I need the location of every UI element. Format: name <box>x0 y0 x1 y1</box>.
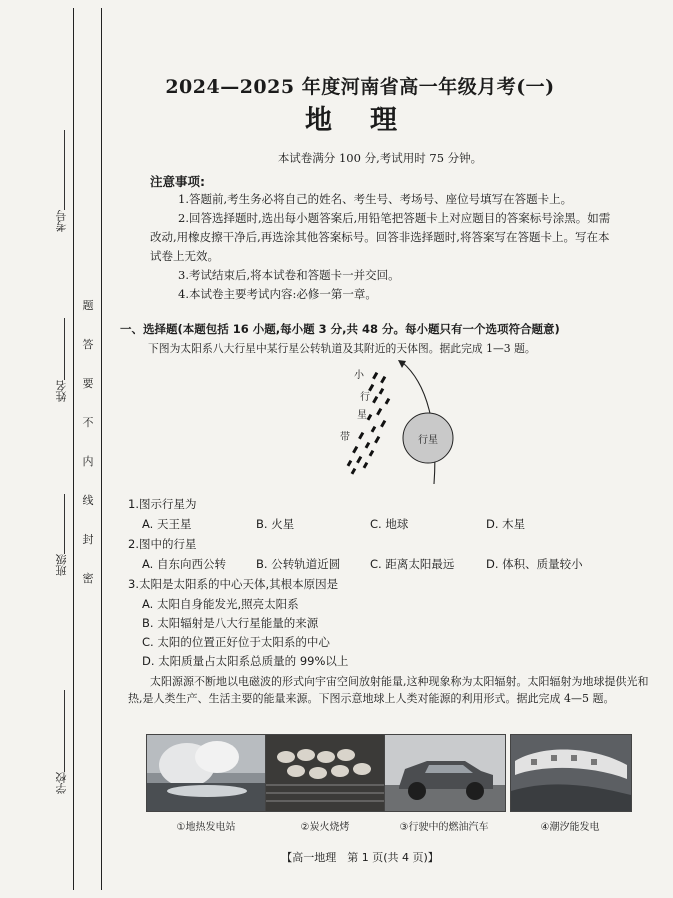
school-label: 学校 <box>55 772 68 794</box>
name-field[interactable] <box>54 318 68 402</box>
school-field[interactable] <box>54 690 68 794</box>
question-2-stem: 2.图中的行星 <box>128 537 197 551</box>
q2-option-d[interactable]: D. 体积、质量较小 <box>486 557 583 571</box>
belt-char: 带 <box>340 432 350 443</box>
page-footer: 【高一地理 第 1 页(共 4 页)】 <box>281 851 439 864</box>
exam-number-field[interactable] <box>54 130 68 232</box>
photo-caption: ②炭火烧烤 <box>300 822 350 833</box>
school-blank[interactable] <box>64 690 65 772</box>
planet-label: 行星 <box>418 435 438 446</box>
notice-item: 2.回答选择题时,选出每小题答案后,用铅笔把答题卡上对应题目的答案标号涂黑。如需改动,用橡皮擦干净后,再选涂其他答案标号。回答非选择题时,将答案写在答题卡上。写在本试卷上无效。 <box>150 211 611 263</box>
seal-char: 密 <box>82 572 94 585</box>
class-blank[interactable] <box>64 494 65 554</box>
seal-char: 封 <box>82 533 94 546</box>
binding-line-inner <box>101 8 102 890</box>
photo-charcoal-bbq <box>265 734 387 812</box>
q3-option-c[interactable]: C. 太阳的位置正好位于太阳系的中心 <box>142 635 330 649</box>
class-field[interactable] <box>54 494 68 576</box>
class-label: 班级 <box>55 554 68 576</box>
seal-char: 线 <box>82 494 94 507</box>
belt-char: 星 <box>357 410 367 421</box>
q2-option-b[interactable]: B. 公转轨道近圆 <box>256 557 341 571</box>
q1-option-d[interactable]: D. 木星 <box>486 517 526 531</box>
seal-char: 不 <box>82 416 94 429</box>
photo-caption: ③行驶中的燃油汽车 <box>399 822 489 833</box>
seal-char: 要 <box>82 377 94 390</box>
belt-char: 行 <box>360 392 370 403</box>
car-image-icon <box>385 735 505 811</box>
orbit-svg <box>330 358 460 488</box>
exam-number-blank[interactable] <box>64 130 65 210</box>
exam-title: 2024—2025 年度河南省高一年级月考(一) <box>165 76 555 98</box>
q1-option-c[interactable]: C. 地球 <box>370 517 409 531</box>
seal-char: 题 <box>82 299 94 312</box>
q1-option-a[interactable]: A. 天王星 <box>142 517 192 531</box>
photo-tidal-power <box>510 734 632 812</box>
photo-fuel-car <box>384 734 506 812</box>
q2-option-c[interactable]: C. 距离太阳最远 <box>370 557 455 571</box>
question-1-stem: 1.图示行星为 <box>128 497 197 511</box>
name-label: 姓名 <box>55 380 68 402</box>
geothermal-image-icon <box>147 735 267 811</box>
notice-item: 4.本试卷主要考试内容:必修一第一章。 <box>178 287 377 301</box>
passage-4-5: 太阳源源不断地以电磁波的形式向宇宙空间放射能量,这种现象称为太阳辐射。太阳辐射为地球提供光和热,是人类生产、生活主要的能量来源。下图示意地球上人类对能源的利用形式。据此完成 4—5 题。 <box>128 675 649 705</box>
bbq-image-icon <box>266 735 386 811</box>
notice-item: 1.答题前,考生务必将自己的姓名、考生号、考场号、座位号填写在答题卡上。 <box>178 192 573 206</box>
belt-char: 小 <box>354 370 364 381</box>
notice-item: 3.考试结束后,将本试卷和答题卡一并交回。 <box>178 268 400 282</box>
q3-option-d[interactable]: D. 太阳质量占太阳系总质量的 99%以上 <box>142 654 349 668</box>
photo-caption: ④潮汐能发电 <box>540 822 600 833</box>
q3-option-b[interactable]: B. 太阳辐射是八大行星能量的来源 <box>142 616 319 630</box>
section-heading: 一、选择题(本题包括 16 小题,每小题 3 分,共 48 分。每小题只有一个选项符合题意) <box>120 322 560 336</box>
name-blank[interactable] <box>64 318 65 380</box>
section-intro: 下图为太阳系八大行星中某行星公转轨道及其附近的天体图。据此完成 1—3 题。 <box>148 342 536 355</box>
question-3-stem: 3.太阳是太阳系的中心天体,其根本原因是 <box>128 577 339 591</box>
q2-option-a[interactable]: A. 自东向西公转 <box>142 557 226 571</box>
seal-char: 内 <box>82 455 94 468</box>
photo-geothermal <box>146 734 268 812</box>
q1-option-b[interactable]: B. 火星 <box>256 517 295 531</box>
subject-title: 地理 <box>305 105 435 136</box>
exam-meta: 本试卷满分 100 分,考试用时 75 分钟。 <box>277 151 483 165</box>
binding-line-outer <box>73 8 74 890</box>
notice-heading: 注意事项: <box>150 174 205 189</box>
tidal-image-icon <box>511 735 631 811</box>
exam-number-label: 考号 <box>55 210 68 232</box>
seal-char: 答 <box>82 338 94 351</box>
photo-caption: ①地热发电站 <box>176 822 236 833</box>
planet-diagram <box>330 358 460 488</box>
q3-option-a[interactable]: A. 太阳自身能发光,照亮太阳系 <box>142 597 299 611</box>
